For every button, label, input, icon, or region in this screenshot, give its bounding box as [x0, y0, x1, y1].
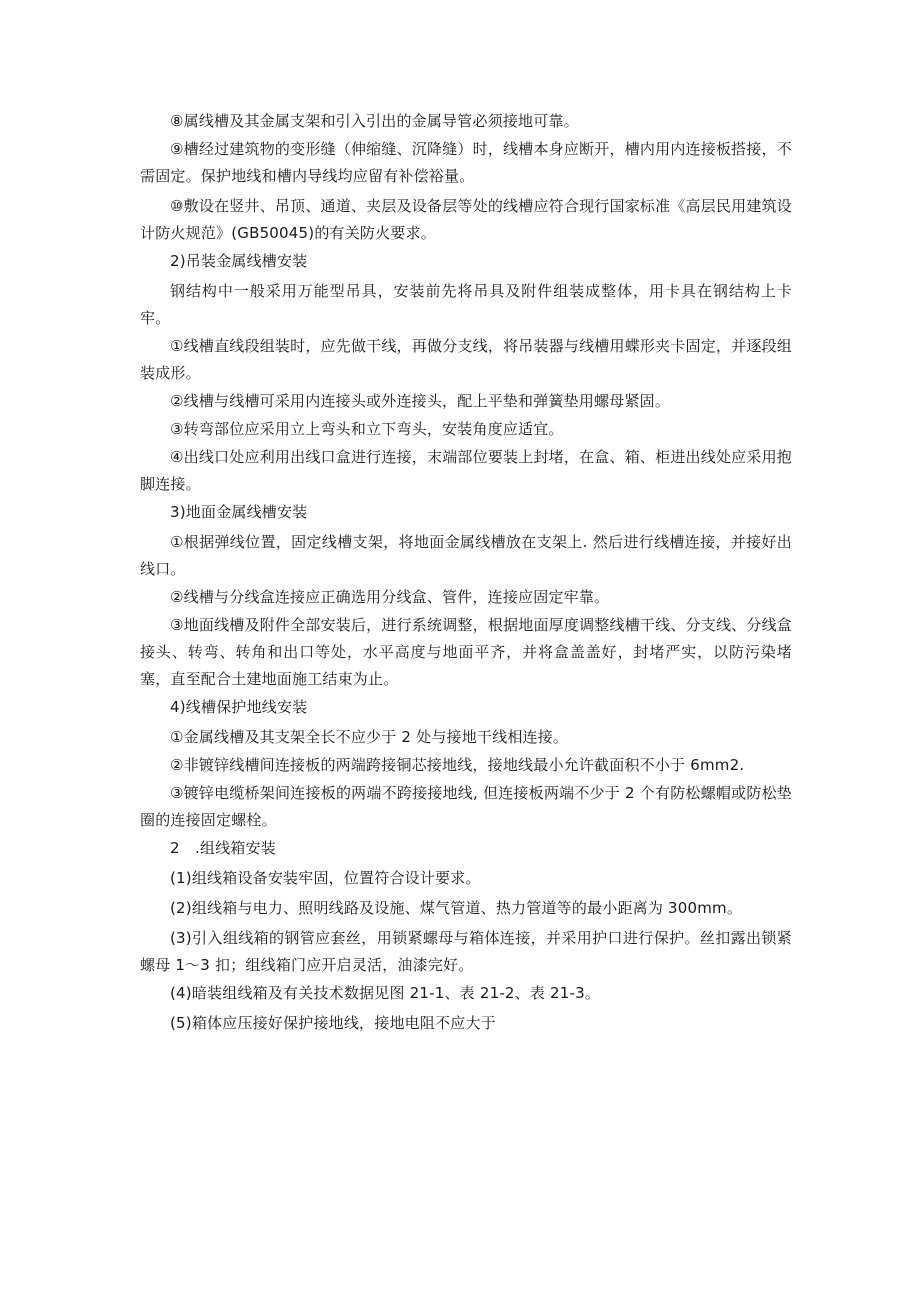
- paragraph-cabinet-item-2: (2)组线箱与电力、照明线路及设施、煤气管道、热力管道等的最小距离为 300mm。: [170, 899, 743, 917]
- paragraph-item-2-connectors: ②线槽与线槽可采用内连接头或外连接头，配上平垫和弹簧垫用螺母紧固。: [170, 392, 671, 410]
- paragraph-item-3-system-adjustment: ③地面线槽及附件全部安装后，进行系统调整，根据地面厚度调整线槽干线、分支线、分线盒接头、转弯、转角和出口等处，水平高度与地面平齐，并将盒盖盖好，封堵严实，以防污染堵塞，直至配合土建地面施工结束为止。: [140, 616, 792, 688]
- paragraph-cabinet-item-1: (1)组线箱设备安装牢固，位置符合设计要求。: [170, 869, 481, 887]
- paragraph-item-3-bends: ③转弯部位应采用立上弯头和立下弯头，安装角度应适宜。: [170, 420, 564, 438]
- section-heading-hanging-trunking: 2)吊装金属线槽安装: [170, 252, 308, 270]
- section-heading-floor-trunking: 3)地面金属线槽安装: [170, 503, 308, 521]
- document-body: [140, 108, 792, 1037]
- paragraph-item-1-grounding-points: ①金属线槽及其支架全长不应少于 2 处与接地干线相连接。: [170, 728, 569, 746]
- section-heading-grounding-wire: 4)线槽保护地线安装: [170, 698, 308, 716]
- paragraph-item-3-galvanized-bridge: ③镀锌电缆桥架间连接板的两端不跨接接地线, 但连接板两端不少于 2 个有防松螺帽或防松垫圈的连接固定螺栓。: [140, 784, 792, 829]
- paragraph-cabinet-item-4: (4)暗装组线箱及有关技术数据见图 21-1、表 21-2、表 21-3。: [170, 984, 601, 1002]
- paragraph-item-4-outlet-box: ④出线口处应利用出线口盒进行连接，末端部位要装上封堵，在盒、箱、柜进出线处应采用抱脚连接。: [140, 448, 792, 493]
- paragraph-item-2-non-galvanized: ②非镀锌线槽间连接板的两端跨接铜芯接地线，接地线最小允许截面积不小于 6mm2.: [170, 756, 745, 774]
- paragraph-item-1-bracket-fixing: ①根据弹线位置，固定线槽支架，将地面金属线槽放在支架上. 然后进行线槽连接，并接好出线口。: [140, 533, 792, 578]
- paragraph-item-9-deformation-joint: ⑨槽经过建筑物的变形缝（伸缩缝、沉降缝）时，线槽本身应断开，槽内用内连接板搭接，不需固定。保护地线和槽内导线均应留有补偿裕量。: [140, 140, 792, 185]
- paragraph-steel-structure-hanger: 钢结构中一般采用万能型吊具，安装前先将吊具及附件组装成整体，用卡具在钢结构上卡牢。: [140, 282, 792, 327]
- paragraph-item-1-straight-section: ①线槽直线段组装时，应先做干线，再做分支线，将吊装器与线槽用蝶形夹卡固定，并逐段组装成形。: [140, 337, 792, 382]
- paragraph-item-8-grounding: ⑧属线槽及其金属支架和引入引出的金属导管必须接地可靠。: [170, 112, 579, 130]
- section-heading-cabinet-installation: 2 .组线箱安装: [170, 839, 276, 857]
- paragraph-cabinet-item-3: (3)引入组线箱的钢管应套丝，用锁紧螺母与箱体连接，并采用护口进行保护。丝扣露出锁紧螺母 1～3 扣；组线箱门应开启灵活，油漆完好。: [140, 929, 792, 974]
- paragraph-item-2-junction-box: ②线槽与分线盒连接应正确选用分线盒、管件，连接应固定牢靠。: [170, 588, 610, 606]
- paragraph-item-10-fire-protection: ⑩敷设在竖井、吊顶、通道、夹层及设备层等处的线槽应符合现行国家标准《高层民用建筑设计防火规范》(GB50045)的有关防火要求。: [140, 197, 792, 242]
- paragraph-cabinet-item-5: (5)箱体应压接好保护接地线，接地电阻不应大于: [170, 1014, 496, 1032]
